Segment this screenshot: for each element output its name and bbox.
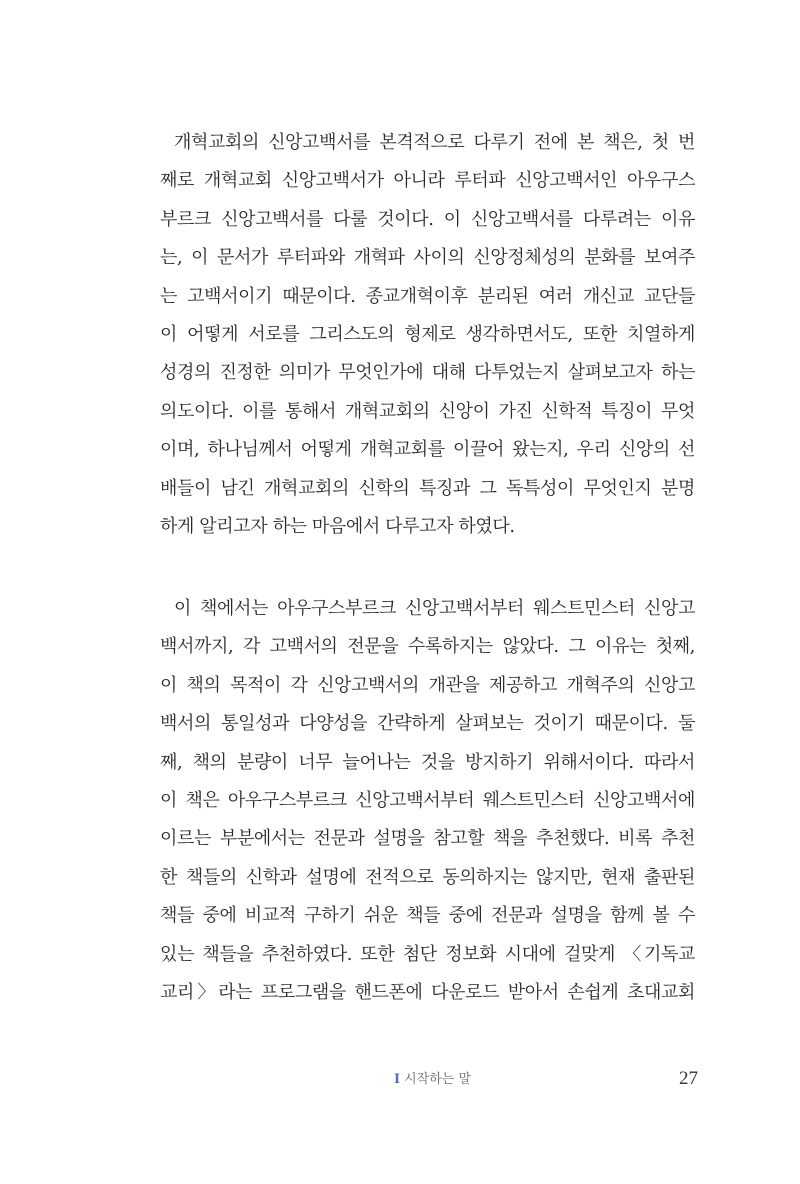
text-line: 부르크 신앙고백서를 다룰 것이다. 이 신앙고백서를 다루려는 이유 <box>160 208 695 230</box>
text-line: 이 책은 아우구스부르크 신앙고백서부터 웨스트민스터 신앙고백서에 <box>160 789 695 811</box>
text-line: 하게 알리고자 하는 마음에서 다루고자 하였다. <box>160 515 515 537</box>
text-line: 백서의 통일성과 다양성을 간략하게 살펴보는 것이기 때문이다. 둘 <box>160 713 695 735</box>
text-line: 배들이 남긴 개혁교회의 신학의 특징과 그 독특성이 무엇인지 분명 <box>160 477 695 499</box>
text-line: 는, 이 문서가 루터파와 개혁파 사이의 신앙정체성의 분화를 보여주 <box>160 247 695 269</box>
text-line: 이르는 부분에서는 전문과 설명을 참고할 책을 추천했다. 비록 추천 <box>160 828 695 850</box>
text-line: 는 고백서이기 때문이다. 종교개혁이후 분리된 여러 개신교 교단들 <box>160 285 695 307</box>
text-line: 이 책에서는 아우구스부르크 신앙고백서부터 웨스트민스터 신앙고 <box>174 598 695 619</box>
text-line: 있는 책들을 추천하였다. 또한 첨단 정보화 시대에 걸맞게 〈기독교 <box>160 943 695 965</box>
text-line: 째로 개혁교회 신앙고백서가 아니라 루터파 신앙고백서인 아우구스 <box>160 170 695 192</box>
paragraph-2 <box>160 590 695 1012</box>
text-line: 이 책의 목적이 각 신앙고백서의 개관을 제공하고 개혁주의 신앙고 <box>160 674 695 696</box>
text-line: 교리〉라는 프로그램을 핸드폰에 다운로드 받아서 손쉽게 초대교회 <box>160 981 695 1003</box>
text-line: 백서까지, 각 고백서의 전문을 수록하지는 않았다. 그 이유는 첫째, <box>160 636 695 658</box>
text-line: 책들 중에 비교적 구하기 쉬운 책들 중에 전문과 설명을 함께 볼 수 <box>160 905 695 927</box>
text-line: 째, 책의 분량이 너무 늘어나는 것을 방지하기 위해서이다. 따라서 <box>160 751 695 773</box>
section-mark: I <box>394 1072 401 1087</box>
paragraph-1 <box>160 124 695 546</box>
running-footer <box>394 1070 471 1090</box>
text-line: 한 책들의 신학과 설명에 전적으로 동의하지는 않지만, 현재 출판된 <box>160 866 695 888</box>
section-title: 시작하는 말 <box>404 1072 472 1087</box>
text-line: 의도이다. 이를 통해서 개혁교회의 신앙이 가진 신학적 특징이 무엇 <box>160 400 695 422</box>
text-line: 개혁교회의 신앙고백서를 본격적으로 다루기 전에 본 책은, 첫 번 <box>174 132 695 153</box>
text-line: 이 어떻게 서로를 그리스도의 형제로 생각하면서도, 또한 치열하게 <box>160 323 695 345</box>
text-line: 성경의 진정한 의미가 무엇인가에 대해 다투었는지 살펴보고자 하는 <box>160 362 695 384</box>
text-line: 이며, 하나님께서 어떻게 개혁교회를 이끌어 왔는지, 우리 신앙의 선 <box>160 439 695 461</box>
page-number: 27 <box>679 1068 698 1089</box>
